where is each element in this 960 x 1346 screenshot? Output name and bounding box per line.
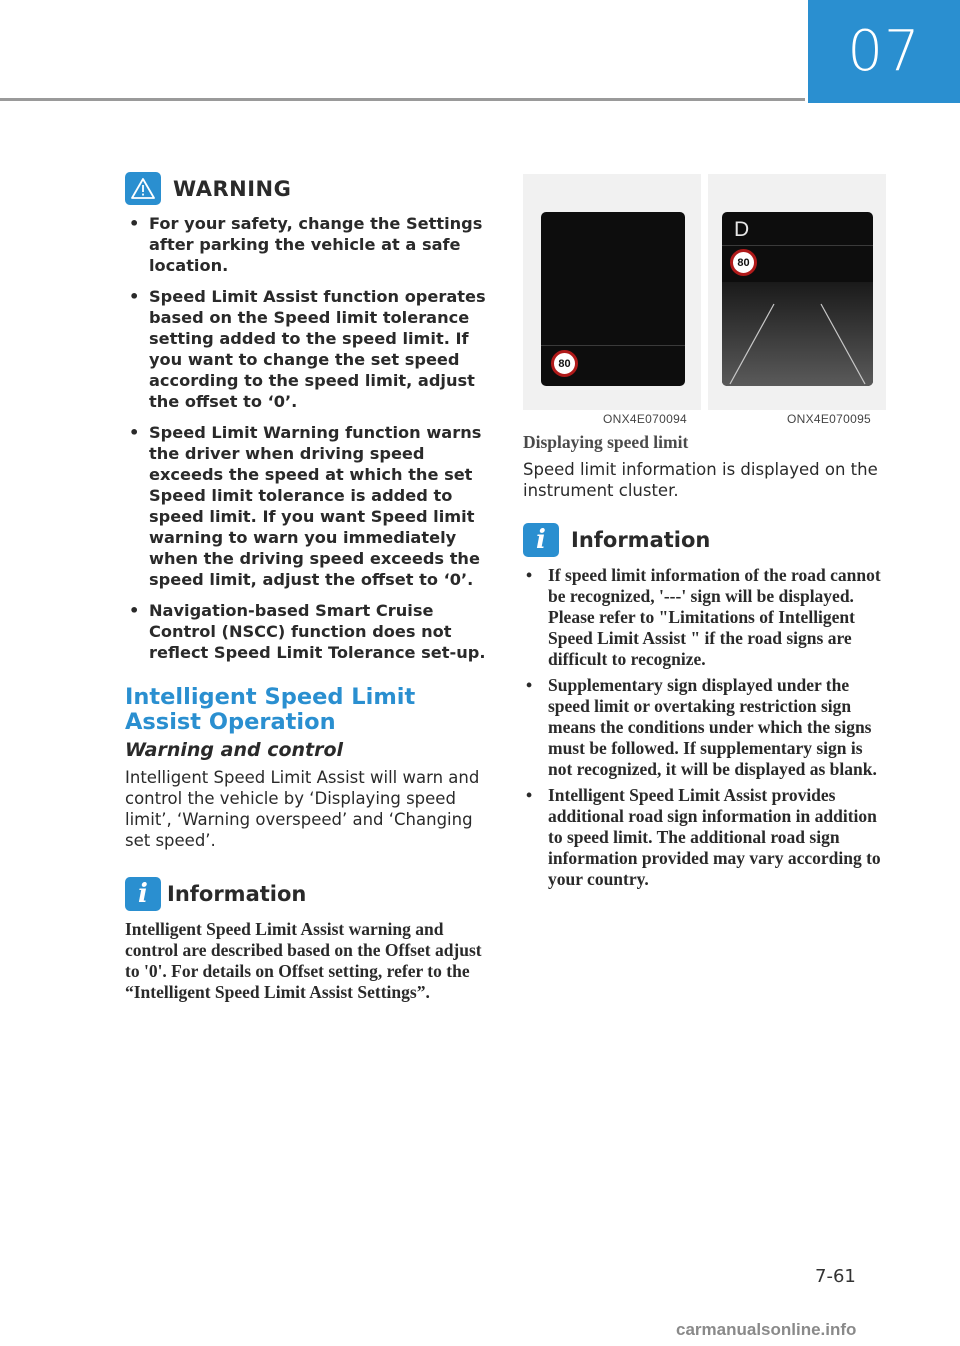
gear-indicator: D xyxy=(734,218,750,241)
information-text: Intelligent Speed Limit Assist warning and control are described based on the Offset adjust to '0'. For details on Offset setting, refer to the “Intelligent Speed Limit Assist Settings”. xyxy=(125,919,482,1002)
figure-caption: ONX4E070095 xyxy=(787,412,872,426)
warning-item: • Navigation-based Smart Cruise Control (NSCC) function does not reflect Speed Limit Tolerance set-up. xyxy=(125,600,487,663)
information-title: Information xyxy=(571,528,711,552)
left-column xyxy=(125,172,487,1003)
page-number: 7-61 xyxy=(815,1266,856,1287)
subsection-title: Warning and control xyxy=(125,739,344,761)
information-item: • Intelligent Speed Limit Assist provides additional road sign information in addition to speed limit. The additional road sign information provided may vary according to your country. xyxy=(523,785,885,890)
section-body: Intelligent Speed Limit Assist will warn and control the vehicle by ‘Displaying speed limit’, ‘Warning overspeed’ and ‘Changing set speed’. xyxy=(125,768,480,850)
display-title: Displaying speed limit xyxy=(523,432,689,452)
speed-limit-sign: 80 xyxy=(551,350,578,377)
header-rule xyxy=(0,98,805,101)
information-header xyxy=(523,523,885,557)
information-icon: i xyxy=(523,523,559,557)
chapter-tab: 07 xyxy=(808,0,960,103)
information-icon: i xyxy=(125,877,161,911)
section-title: Intelligent Speed Limit Assist Operation xyxy=(125,684,416,735)
information-item: • If speed limit information of the road cannot be recognized, '---' sign will be displayed. Please refer to "Limitations of Intelligent Speed Limit Assist " if the road signs are difficult to recognize. xyxy=(523,565,885,670)
cluster-figure-1 xyxy=(523,174,701,410)
cluster-screen xyxy=(722,212,873,386)
information-item: • Supplementary sign displayed under the speed limit or overtaking restriction sign means the conditions under which the signs must be followed. If supplementary sign is not recognized, it will be displayed as blank. xyxy=(523,675,885,780)
information-list xyxy=(523,565,885,890)
speed-limit-sign: 80 xyxy=(730,249,757,276)
warning-triangle-icon xyxy=(125,172,161,205)
figure-caption: ONX4E070094 xyxy=(603,412,688,426)
warning-list xyxy=(125,213,487,663)
information-title: Information xyxy=(167,882,307,906)
watermark: carmanualsonline.info xyxy=(676,1320,857,1339)
cluster-screen xyxy=(541,212,685,386)
warning-title: WARNING xyxy=(173,176,292,201)
display-body: Speed limit information is displayed on the instrument cluster. xyxy=(523,460,878,500)
warning-item: • Speed Limit Assist function operates based on the Speed limit tolerance setting added to the speed limit. If you want to change the set speed according to the speed limit, adjust the offset to ‘0’. xyxy=(125,286,487,412)
warning-header xyxy=(125,172,487,205)
right-column xyxy=(523,432,885,895)
warning-item: • For your safety, change the Settings after parking the vehicle at a safe location. xyxy=(125,213,487,276)
cluster-figure-2 xyxy=(708,174,886,410)
warning-item: • Speed Limit Warning function warns the driver when driving speed exceeds the speed at which the set Speed limit tolerance is added to speed limit. If you want Speed limit warning to warn you immediately when the driving speed exceeds the speed limit, adjust the offset to ‘0’. xyxy=(125,422,487,590)
information-header xyxy=(125,877,487,911)
